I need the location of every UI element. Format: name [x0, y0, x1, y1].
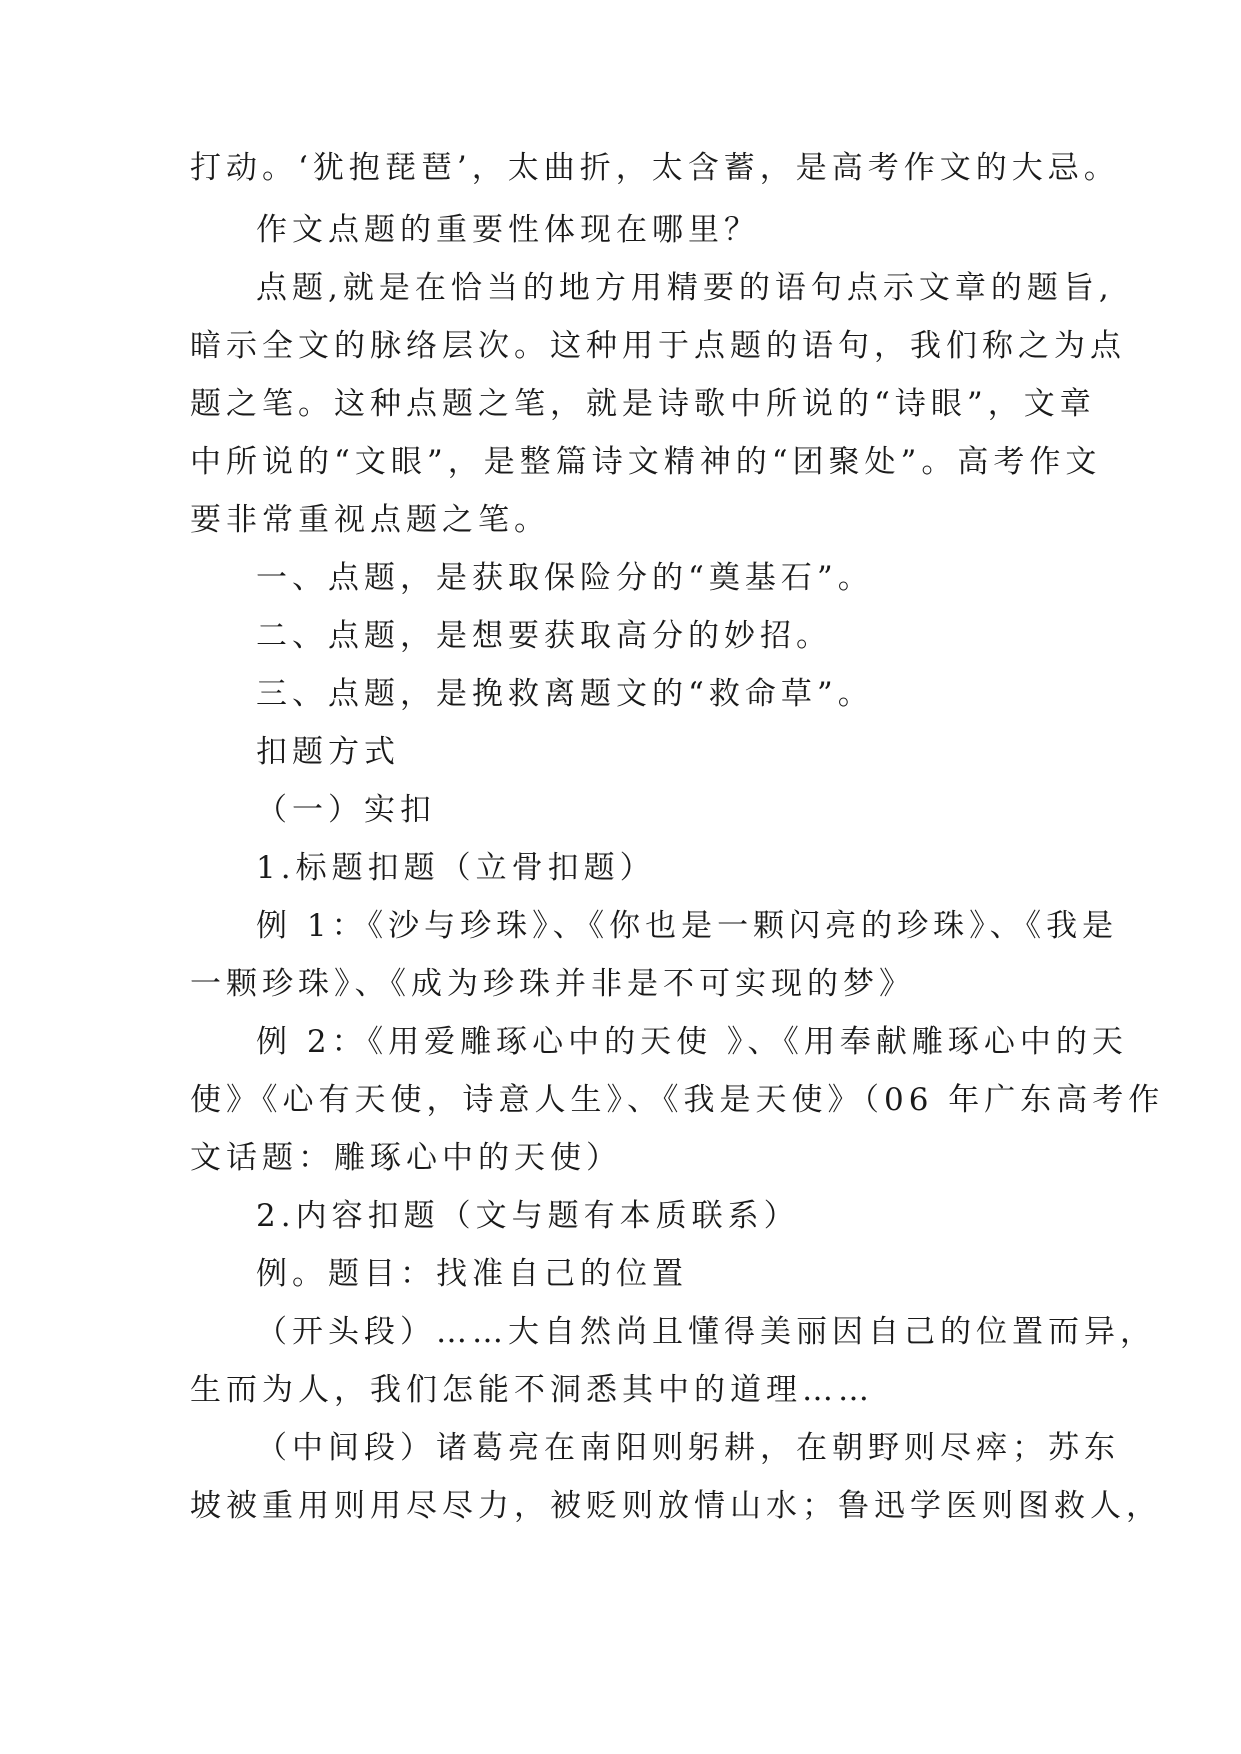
example-line: 一颗珍珠》、《成为珍珠并非是不可实现的梦》 [190, 966, 915, 1002]
list-item: 三、点题，是挽救离题文的“救命草”。 [256, 676, 874, 712]
section-heading: 扣题方式 [256, 734, 400, 770]
text-line: 点题,就是在恰当的地方用精要的语句点示文章的题旨, [256, 270, 1114, 306]
question-heading: 作文点题的重要性体现在哪里？ [256, 212, 760, 248]
example-line: 例。题目：找准自己的位置 [256, 1256, 688, 1292]
subsection-heading: 2.内容扣题（文与题有本质联系） [256, 1198, 800, 1234]
text-line: （中间段）诸葛亮在南阳则躬耕，在朝野则尽瘁；苏东 [256, 1430, 1120, 1466]
example-line: 使》《心有天使，诗意人生》、《我是天使》（06 年广东高考作 [190, 1082, 1165, 1118]
subsection-heading: （一）实扣 [256, 792, 436, 828]
subsection-heading: 1.标题扣题（立骨扣题） [256, 850, 656, 886]
example-line: 例 2：《用爱雕琢心中的天使 》、《用奉献雕琢心中的天 [256, 1024, 1128, 1060]
text-line: 生而为人，我们怎能不洞悉其中的道理…… [190, 1372, 874, 1408]
example-line: 文话题：雕琢心中的天使） [190, 1140, 622, 1176]
text-line: 打动。‘犹抱琵琶’，太曲折，太含蓄，是高考作文的大忌。 [190, 150, 1120, 186]
example-line: 例 1：《沙与珍珠》、《你也是一颗闪亮的珍珠》、《我是 [256, 908, 1119, 944]
text-line: 要非常重视点题之笔。 [190, 502, 550, 538]
text-line: 暗示全文的脉络层次。这种用于点题的语句，我们称之为点 [190, 328, 1126, 364]
text-line: （开头段）……大自然尚且懂得美丽因自己的位置而异， [256, 1314, 1156, 1350]
text-line: 题之笔。这种点题之笔，就是诗歌中所说的“诗眼”，文章 [190, 386, 1096, 422]
list-item: 一、点题，是获取保险分的“奠基石”。 [256, 560, 874, 596]
text-line: 中所说的“文眼”，是整篇诗文精神的“团聚处”。高考作文 [190, 444, 1102, 480]
text-line: 坡被重用则用尽尽力，被贬则放情山水；鲁迅学医则图救人， [190, 1488, 1162, 1524]
list-item: 二、点题，是想要获取高分的妙招。 [256, 618, 832, 654]
